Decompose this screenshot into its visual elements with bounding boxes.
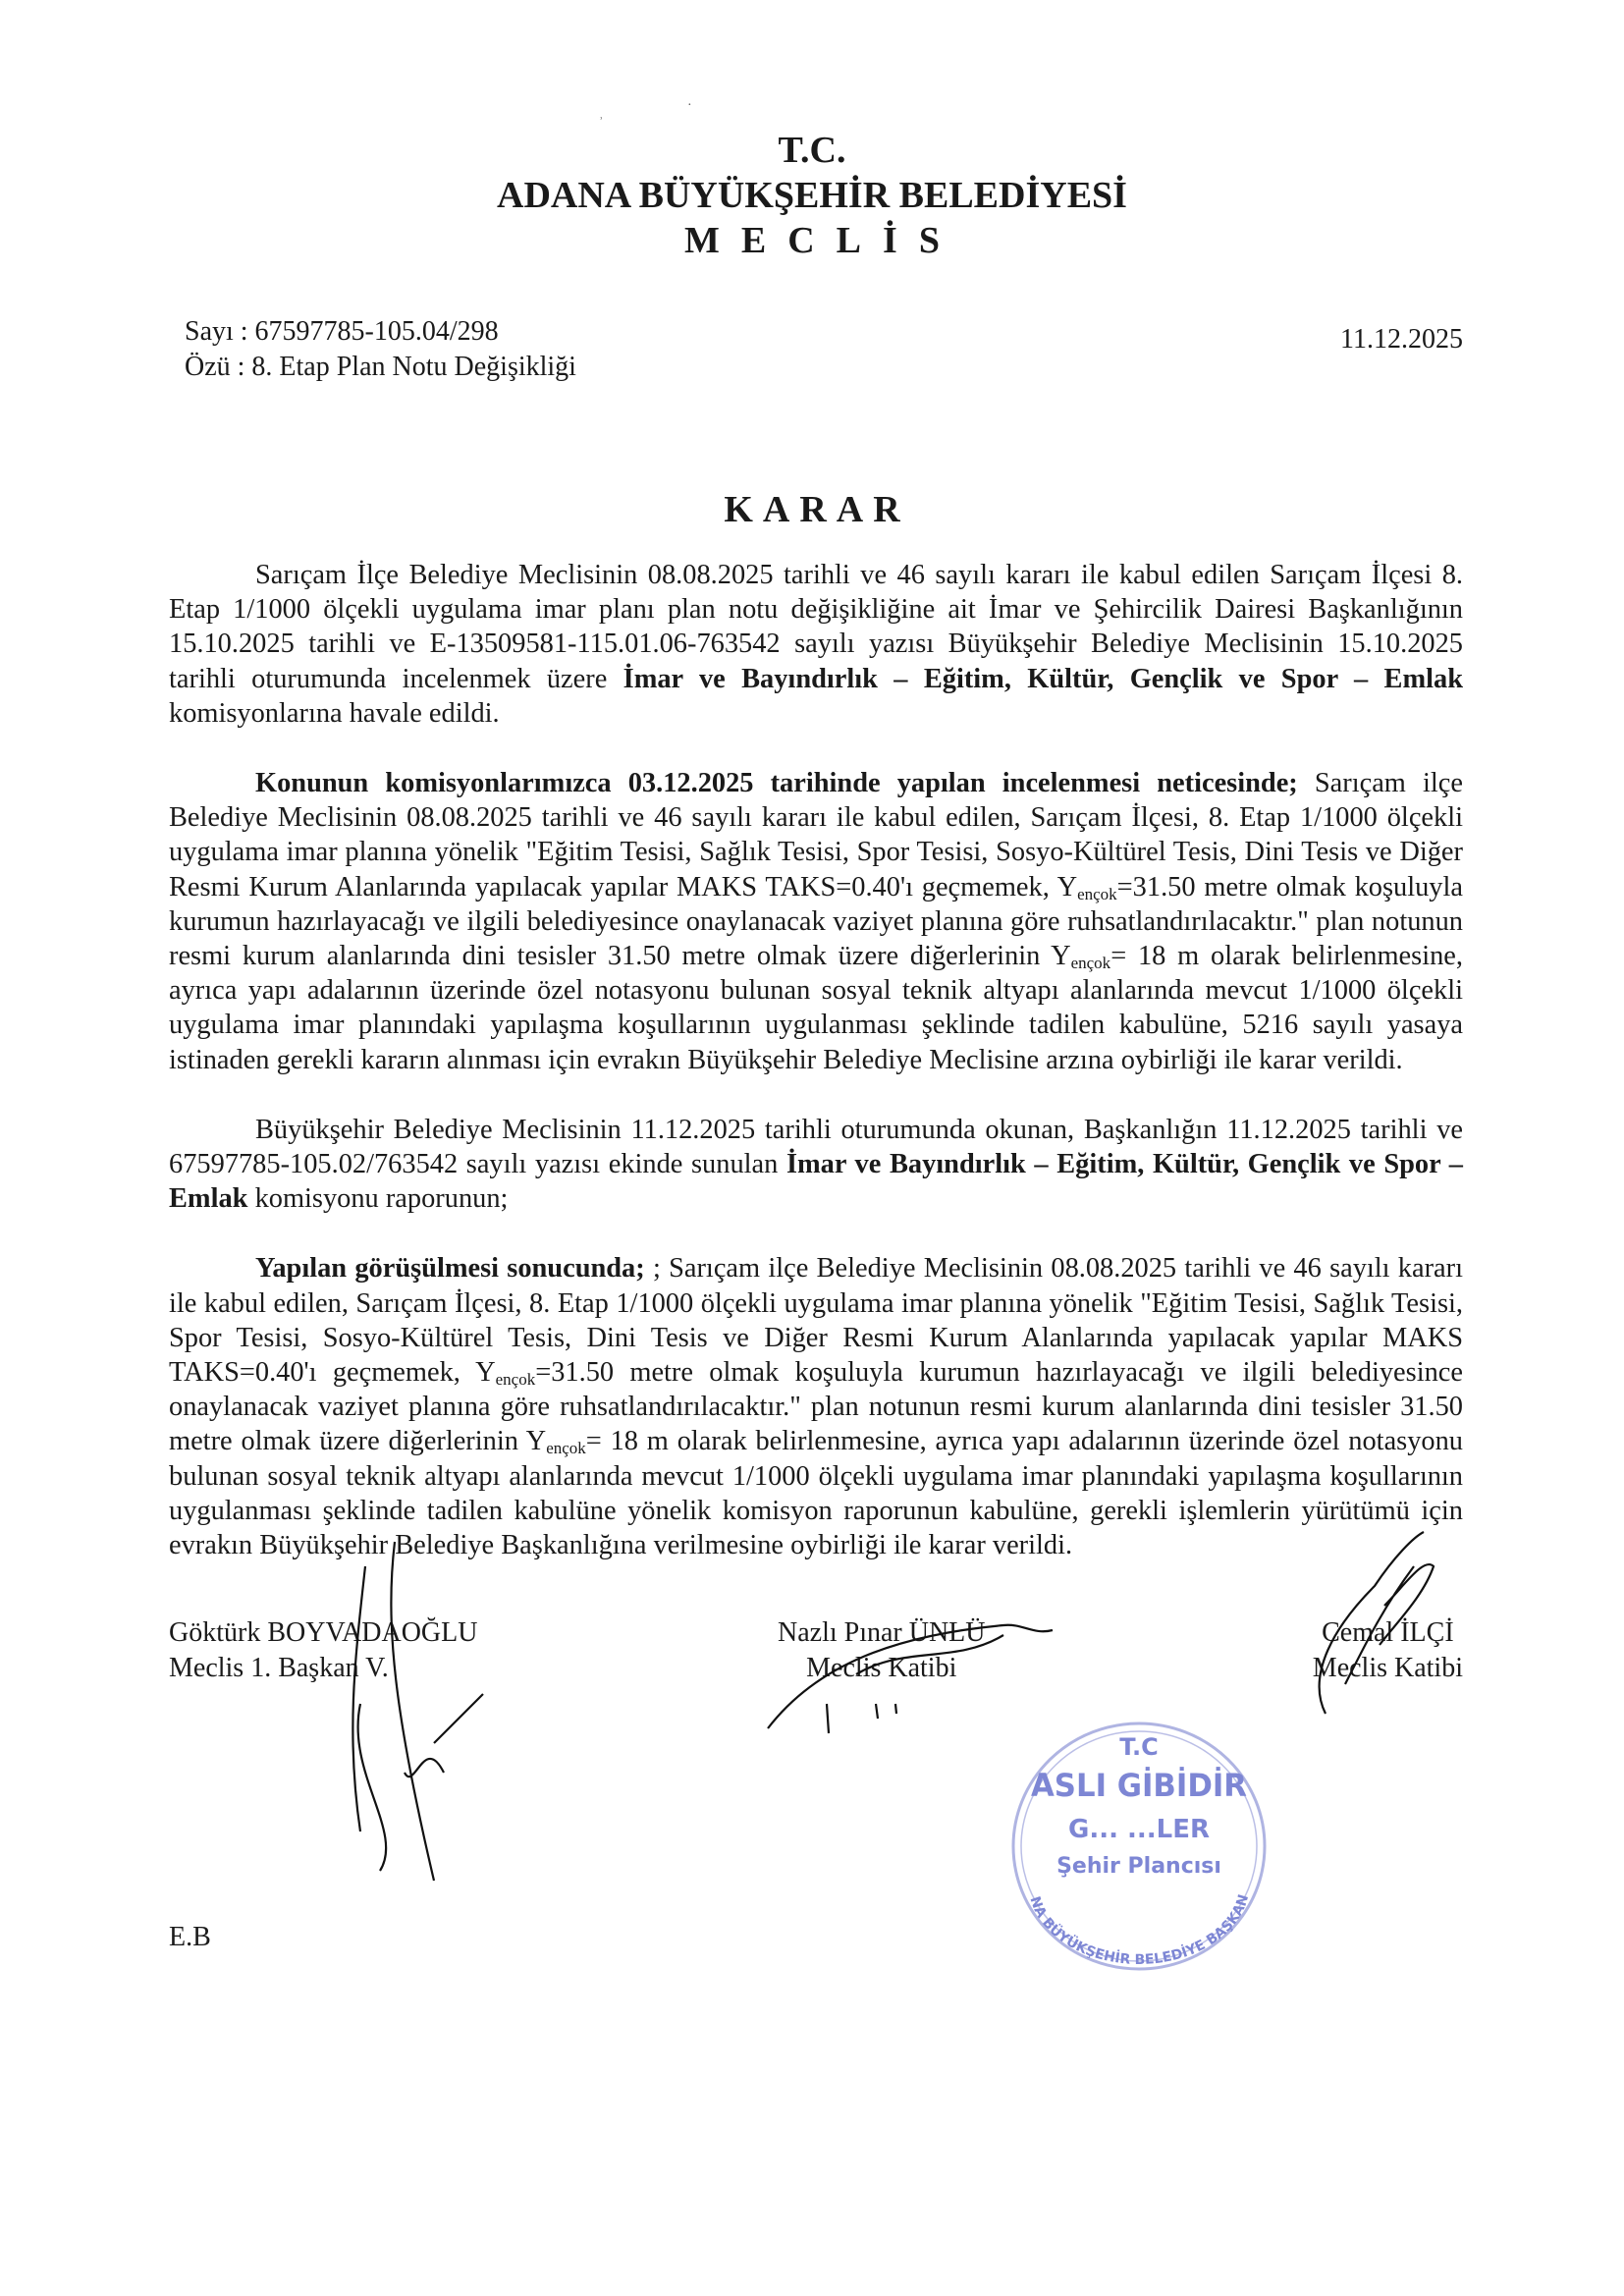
- signatory-role: Meclis Katibi: [1312, 1653, 1463, 1684]
- paragraph-text: Büyükşehir Belediye Meclisinin 11.12.2025 tarihli oturumunda okunan, Başkanlığın 11.12.2025 tarihli ve 67597785-105.02/763542 sayılı yazısı ekinde sunulan: [169, 1114, 1463, 1180]
- signatory-name: Cemal İLÇİ: [1322, 1617, 1454, 1649]
- paragraph-text: = 18 m olarak belirlenmesine, ayrıca yapı adalarının üzerinde özel notasyonu bulunan sosyal teknik altyapı alanlarında mevcut 1/1000 ölçekli uygulama imar planındaki yapılaşma koşullarının uygulanması şeklinde tadilen kabulüne yönelik komisyon raporunun kabulüne, gerekli işlemlerin yürütümü için evrakın Büyükşehir Belediye Başkanlığına verilmesine oybirliği ile karar verildi.: [169, 1426, 1463, 1561]
- stamp-title-text: Şehir Plancısı: [1056, 1854, 1221, 1880]
- subscript: ençok: [1077, 884, 1117, 903]
- paragraph-bold-text: İmar ve Bayındırlık – Eğitim, Kültür, Gençlik ve Spor – Emlak: [169, 1149, 1463, 1215]
- scan-speck: ʾ: [599, 116, 604, 131]
- subscript: ençok: [495, 1370, 536, 1390]
- paragraph-text: = 18 m olarak belirlenmesine, ayrıca yapı adalarının üzerinde özel notasyonu bulunan sosyal teknik altyapı alanlarında mevcut 1/1000 ölçekli uygulama imar planındaki yapılaşma koşullarının uygulanması şeklinde tadilen kabulüne, 5216 sayılı yasaya istinaden gerekli kararın alınması için evrakın Büyükşehir Belediye Meclisine arzına oybirliği ile karar verildi.: [169, 941, 1463, 1075]
- paragraph-bold-text: İmar ve Bayındırlık – Eğitim, Kültür, Gençlik ve Spor – Emlak: [623, 663, 1463, 694]
- header-meclis: MECLİS: [684, 220, 961, 261]
- document-subject: Özü : 8. Etap Plan Notu Değişikliği: [185, 352, 576, 382]
- stamp-main-text: ASLI GİBİDİR: [1031, 1767, 1247, 1805]
- signatory-1: [169, 1615, 477, 1686]
- subscript: ençok: [1070, 954, 1111, 973]
- stamp-seal-icon: [992, 1714, 1286, 1979]
- header-organization: ADANA BÜYÜKŞEHİR BELEDİYESİ: [497, 175, 1127, 216]
- paragraph-4: [169, 1251, 1463, 1562]
- paragraph-text: Sarıçam İlçe Belediye Meclisinin 08.08.2025 tarihli ve 46 sayılı kararı ile kabul edilen Sarıçam İlçesi 8. Etap 1/1000 ölçekli uygulama imar planı plan notu değişikliğine ait İmar ve Şehircilik Dairesi Başkanlığının 15.10.2025 tarihli ve E-13509581-115.01.06-763542 sayılı yazısı Büyükşehir Belediye Meclisinin 15.10.2025 tarihli oturumunda incelenmek üzere: [169, 560, 1463, 694]
- signatory-name: Nazlı Pınar ÜNLÜ: [778, 1617, 986, 1649]
- document-title: KARAR: [724, 489, 910, 530]
- document-number: Sayı : 67597785-105.04/298: [185, 316, 499, 347]
- scan-speck: ·: [687, 98, 692, 113]
- signature-row: [169, 1615, 1463, 1704]
- document-date: 11.12.2025: [1340, 324, 1463, 355]
- footer-initials: E.B: [169, 1922, 211, 1953]
- paragraph-1: [169, 558, 1463, 731]
- stamp-ring-text: NA BÜYÜKŞEHİR BELEDİYE BAŞKAN: [1026, 1892, 1253, 1969]
- paragraph-text: ; Sarıçam ilçe Belediye Meclisinin 08.08.2025 tarihli ve 46 sayılı kararı ile kabul edilen, Sarıçam İlçesi, 8. Etap 1/1000 ölçekli uygulama imar planına yönelik "Eğitim Tesisi, Sağlık Tesisi, Spor Tesisi, Sosyo-Kültürel Tesis, Dini Tesis ve Diğer Resmi Kurum Alanlarında yapılacak yapılar MAKS TAKS=0.40'ı geçmemek, Y: [169, 1253, 1464, 1389]
- paragraph-text: =31.50 metre olmak koşuluyla kurumun hazırlayacağı ve ilgili belediyesince onaylanacak vaziyet planına göre ruhsatlandırılacaktır." plan notunun resmi kurum alanlarında dini tesisler 31.50 metre olmak üzere diğerlerinin Y: [169, 1357, 1463, 1457]
- signatory-2: [778, 1615, 986, 1686]
- paragraph-2: [169, 766, 1463, 1077]
- stamp-top-text: T.C: [1119, 1733, 1159, 1762]
- paragraph-text: Sarıçam ilçe Belediye Meclisinin 08.08.2025 tarihli ve 46 sayılı kararı ile kabul edilen, Sarıçam İlçesi, 8. Etap 1/1000 ölçekli uygulama imar planına yönelik "Eğitim Tesisi, Sağlık Tesisi, Spor Tesisi, Sosyo-Kültürel Tesis, Dini Tesis ve Diğer Resmi Kurum Alanlarında yapılacak yapılar MAKS TAKS=0.40'ı geçmemek, Y: [169, 768, 1463, 902]
- signatory-role: Meclis 1. Başkan V.: [169, 1653, 389, 1684]
- paragraph-3: [169, 1113, 1463, 1217]
- official-stamp: [992, 1714, 1286, 1979]
- paragraph-text: komisyonu raporunun;: [247, 1183, 509, 1215]
- header-tc: T.C.: [778, 130, 846, 171]
- paragraph-bold-text: Yapılan görüşülmesi sonucunda;: [255, 1253, 645, 1285]
- document-meta: [185, 314, 576, 385]
- lower-area: [169, 1704, 1463, 1998]
- signatory-3: [1313, 1615, 1463, 1686]
- paragraph-text: komisyonlarına havale edildi.: [169, 697, 500, 729]
- signatory-name: Göktürk BOYVADAOĞLU: [169, 1617, 478, 1649]
- paragraph-text: =31.50 metre olmak koşuluyla kurumun hazırlayacağı ve ilgili belediyesince onaylanacak vaziyet planına göre ruhsatlandırılacaktır." plan notunun resmi kurum alanlarında dini tesisler 31.50 metre olmak üzere diğerlerinin Y: [169, 871, 1463, 972]
- signatory-role: Meclis Katibi: [806, 1653, 957, 1684]
- document-meta-row: [185, 314, 1463, 389]
- subscript: ençok: [546, 1439, 586, 1458]
- stamp-name-text: G... ...LER: [1067, 1815, 1211, 1845]
- paragraph-bold-text: Konunun komisyonlarımızca 03.12.2025 tarihinde yapılan incelenmesi neticesinde;: [255, 768, 1298, 799]
